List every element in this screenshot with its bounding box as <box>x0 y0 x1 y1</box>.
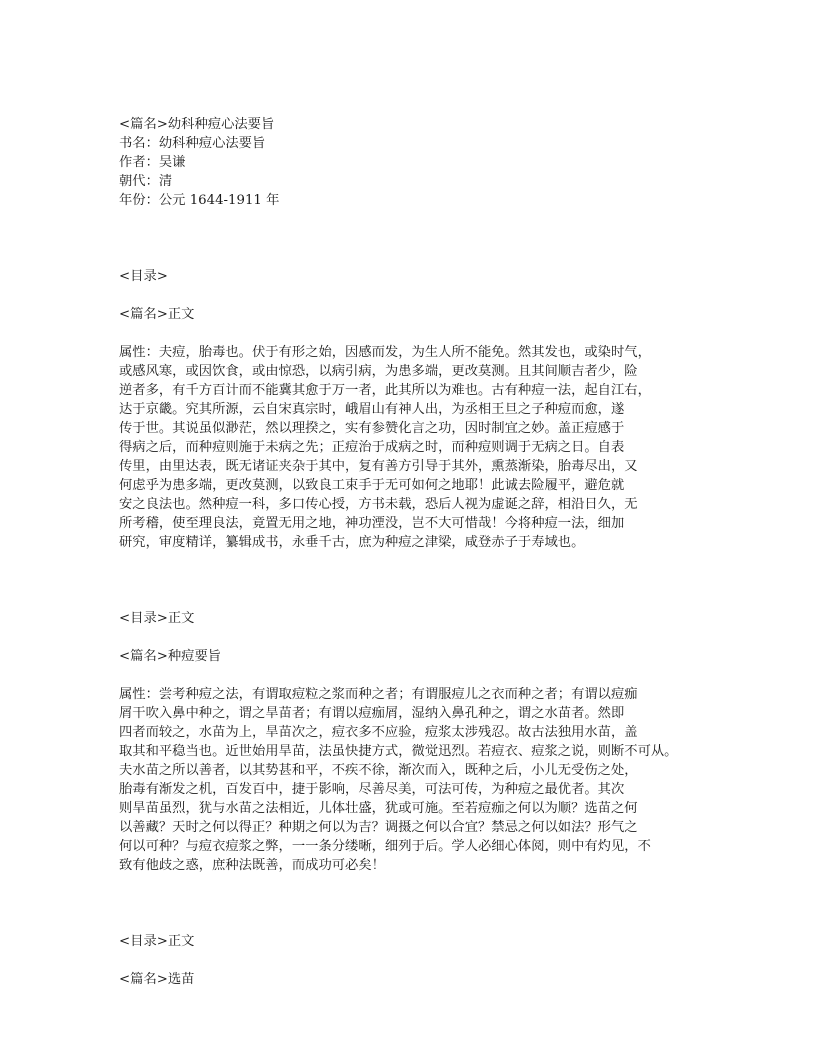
body-line: 四者而较之，水苗为上，旱苗次之，痘衣多不应验，痘浆太涉残忍。故古法独用水苗，盖 <box>119 725 638 740</box>
body-line: 安之良法也。然种痘一科，多口传心授，方书未载，恐后人视为虚诞之辞，相沿日久，无 <box>119 497 638 512</box>
body-line: 或感风寒，或因饮食，或由惊恐，以病引病，为患多端，更改莫测。且其间顺吉者少，险 <box>119 364 638 379</box>
body-line: 传里，由里达表，既无诸证夹杂于其中，复有善方引导于其外，熏蒸渐染，胎毒尽出，又 <box>119 459 638 474</box>
body-line: 达于京畿。究其所源，云自宋真宗时，峨眉山有神人出，为丞相王旦之子种痘而愈，遂 <box>119 402 625 417</box>
section-body <box>119 685 719 875</box>
body-line: 屑干吹入鼻中种之，谓之旱苗者；有谓以痘痂屑，湿纳入鼻孔种之，谓之水苗者。然即 <box>119 706 625 721</box>
body-line: 胎毒有渐发之机，百发百中，捷于影响，尽善尽美，可法可传，为种痘之最优者。其次 <box>119 782 625 797</box>
section-2 <box>119 609 719 875</box>
chapter-heading: <篇名>正文 <box>119 307 195 322</box>
toc-heading: <目录> <box>119 269 168 284</box>
toc-heading: <目录>正文 <box>119 611 195 626</box>
body-line: 所考稽，使至理良法，竟置无用之地，神功湮没，岂不大可惜哉！今将种痘一法，细加 <box>119 516 625 531</box>
section-body <box>119 343 719 552</box>
body-line: 属性：尝考种痘之法，有谓取痘粒之浆而种之者；有谓服痘儿之衣而种之者；有谓以痘痂 <box>119 687 638 702</box>
section-3 <box>119 932 719 989</box>
body-line: 研究，审度精详，纂辑成书，永垂千古，庶为种痘之津梁，咸登赤子于寿域也。 <box>119 535 585 550</box>
body-line: 则旱苗虽烈，犹与水苗之法相近，儿体壮盛，犹或可施。至若痘痂之何以为顺？选苗之何 <box>119 801 638 816</box>
body-line: 取其和平稳当也。近世始用旱苗，法虽快捷方式，微觉迅烈。若痘衣、痘浆之说，则断不可从。 <box>119 744 678 759</box>
body-line: 逆者多，有千方百计而不能冀其愈于万一者，此其所以为难也。古有种痘一法，起自江右， <box>119 383 651 398</box>
years: 年份：公元 1644-1911 年 <box>119 193 280 208</box>
toc-heading: <目录>正文 <box>119 934 195 949</box>
body-line: 何虑乎为患多端，更改莫测，以致良工束手于无可如何之地耶！此诚去险履平，避危就 <box>119 478 625 493</box>
body-line: 夫水苗之所以善者，以其势甚和平，不疾不徐，渐次而入，既种之后，小儿无受伤之处， <box>119 763 638 778</box>
body-line: 传于世。其说虽似渺茫，然以理揆之，实有参赞化言之功，因时制宜之妙。盖正痘感于 <box>119 421 625 436</box>
body-line: 得病之后，而种痘则施于未病之先；正痘治于成病之时，而种痘则调于无病之日。自表 <box>119 440 625 455</box>
section-1 <box>119 267 719 552</box>
body-line: 致有他歧之惑，庶种法既善，而成功可必矣！ <box>119 858 385 873</box>
title-line: <篇名>幼科种痘心法要旨 <box>119 117 275 132</box>
chapter-heading: <篇名>选苗 <box>119 972 195 987</box>
metadata-block <box>119 115 719 210</box>
book-name: 书名：幼科种痘心法要旨 <box>119 136 266 151</box>
body-line: 属性：夫痘，胎毒也。伏于有形之始，因感而发，为生人所不能免。然其发也，或染时气， <box>119 345 651 360</box>
document-page <box>119 115 719 989</box>
author: 作者：吴谦 <box>119 155 186 170</box>
body-line: 以善藏？天时之何以得正？种期之何以为吉？调摄之何以合宜？禁忌之何以如法？形气之 <box>119 820 638 835</box>
body-line: 何以可种？与痘衣痘浆之弊，一一条分缕晰，细列于后。学人必细心体阅，则中有灼见，不 <box>119 839 651 854</box>
chapter-heading: <篇名>种痘要旨 <box>119 649 222 664</box>
dynasty: 朝代：清 <box>119 174 173 189</box>
